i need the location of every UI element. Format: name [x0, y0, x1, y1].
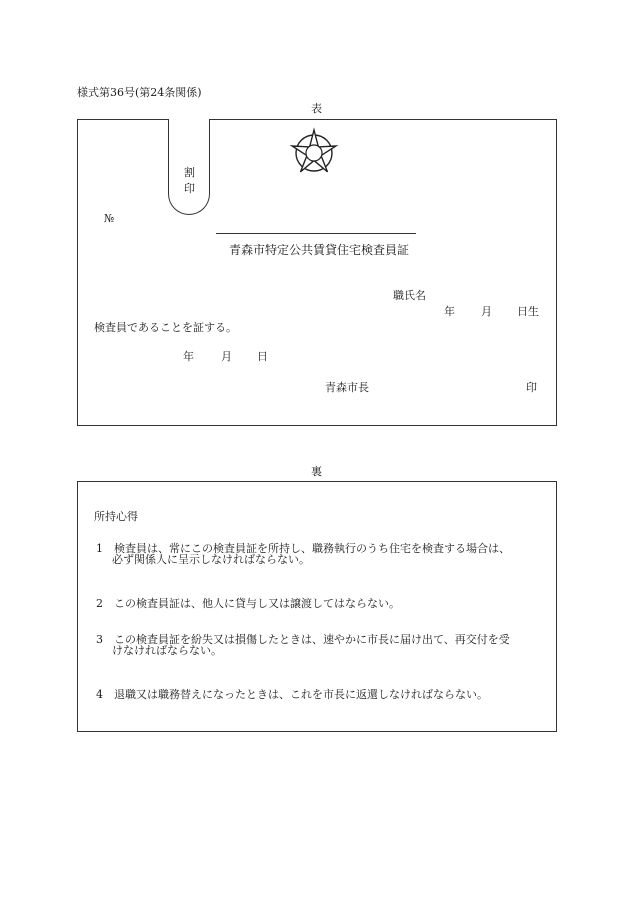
item-line1: 2 この検査員証は、他人に貸与し又は譲渡してはならない。: [96, 597, 400, 610]
issue-month: 月: [221, 350, 232, 363]
seal-label-line1: 割: [184, 166, 195, 179]
city-emblem-icon: [287, 126, 341, 180]
certify-text: 検査員であることを証する。: [94, 321, 237, 334]
section-title: 所持心得: [94, 510, 138, 523]
number-label: №: [104, 212, 115, 225]
list-item: [96, 689, 556, 700]
position-name-label: 職氏名: [393, 289, 426, 302]
form-number: 様式第36号(第24条関係): [77, 86, 202, 99]
list-item: [96, 634, 556, 656]
birth-year: 年: [444, 305, 455, 318]
list-item: [96, 543, 556, 565]
item-line1: 3 この検査員証を紛失又は損傷したときは、速やかに市長に届け出て、再交付を受: [96, 633, 510, 646]
back-heading: 裏: [311, 465, 322, 478]
seal-label-line2: 印: [184, 182, 195, 195]
front-heading: 表: [311, 102, 322, 115]
title-rule: [216, 233, 416, 234]
card-title: 青森市特定公共賃貸住宅検査員証: [229, 243, 410, 257]
item-line2: 必ず関係人に呈示しなければならない。: [112, 553, 310, 566]
item-line2: けなければならない。: [112, 644, 222, 657]
issuer: 青森市長: [325, 381, 369, 394]
item-line1: 4 退職又は職務替えになったときは、これを市長に返還しなければならない。: [96, 688, 488, 701]
birth-day: 日生: [517, 305, 539, 318]
birth-month: 月: [481, 305, 492, 318]
item-line1: 1 検査員は、常にこの検査員証を所持し、職務執行のうち住宅を検査する場合は、: [96, 542, 510, 555]
stamp-label: 印: [526, 381, 537, 394]
issue-day: 日: [257, 350, 268, 363]
issue-year: 年: [183, 350, 194, 363]
list-item: [96, 598, 556, 609]
